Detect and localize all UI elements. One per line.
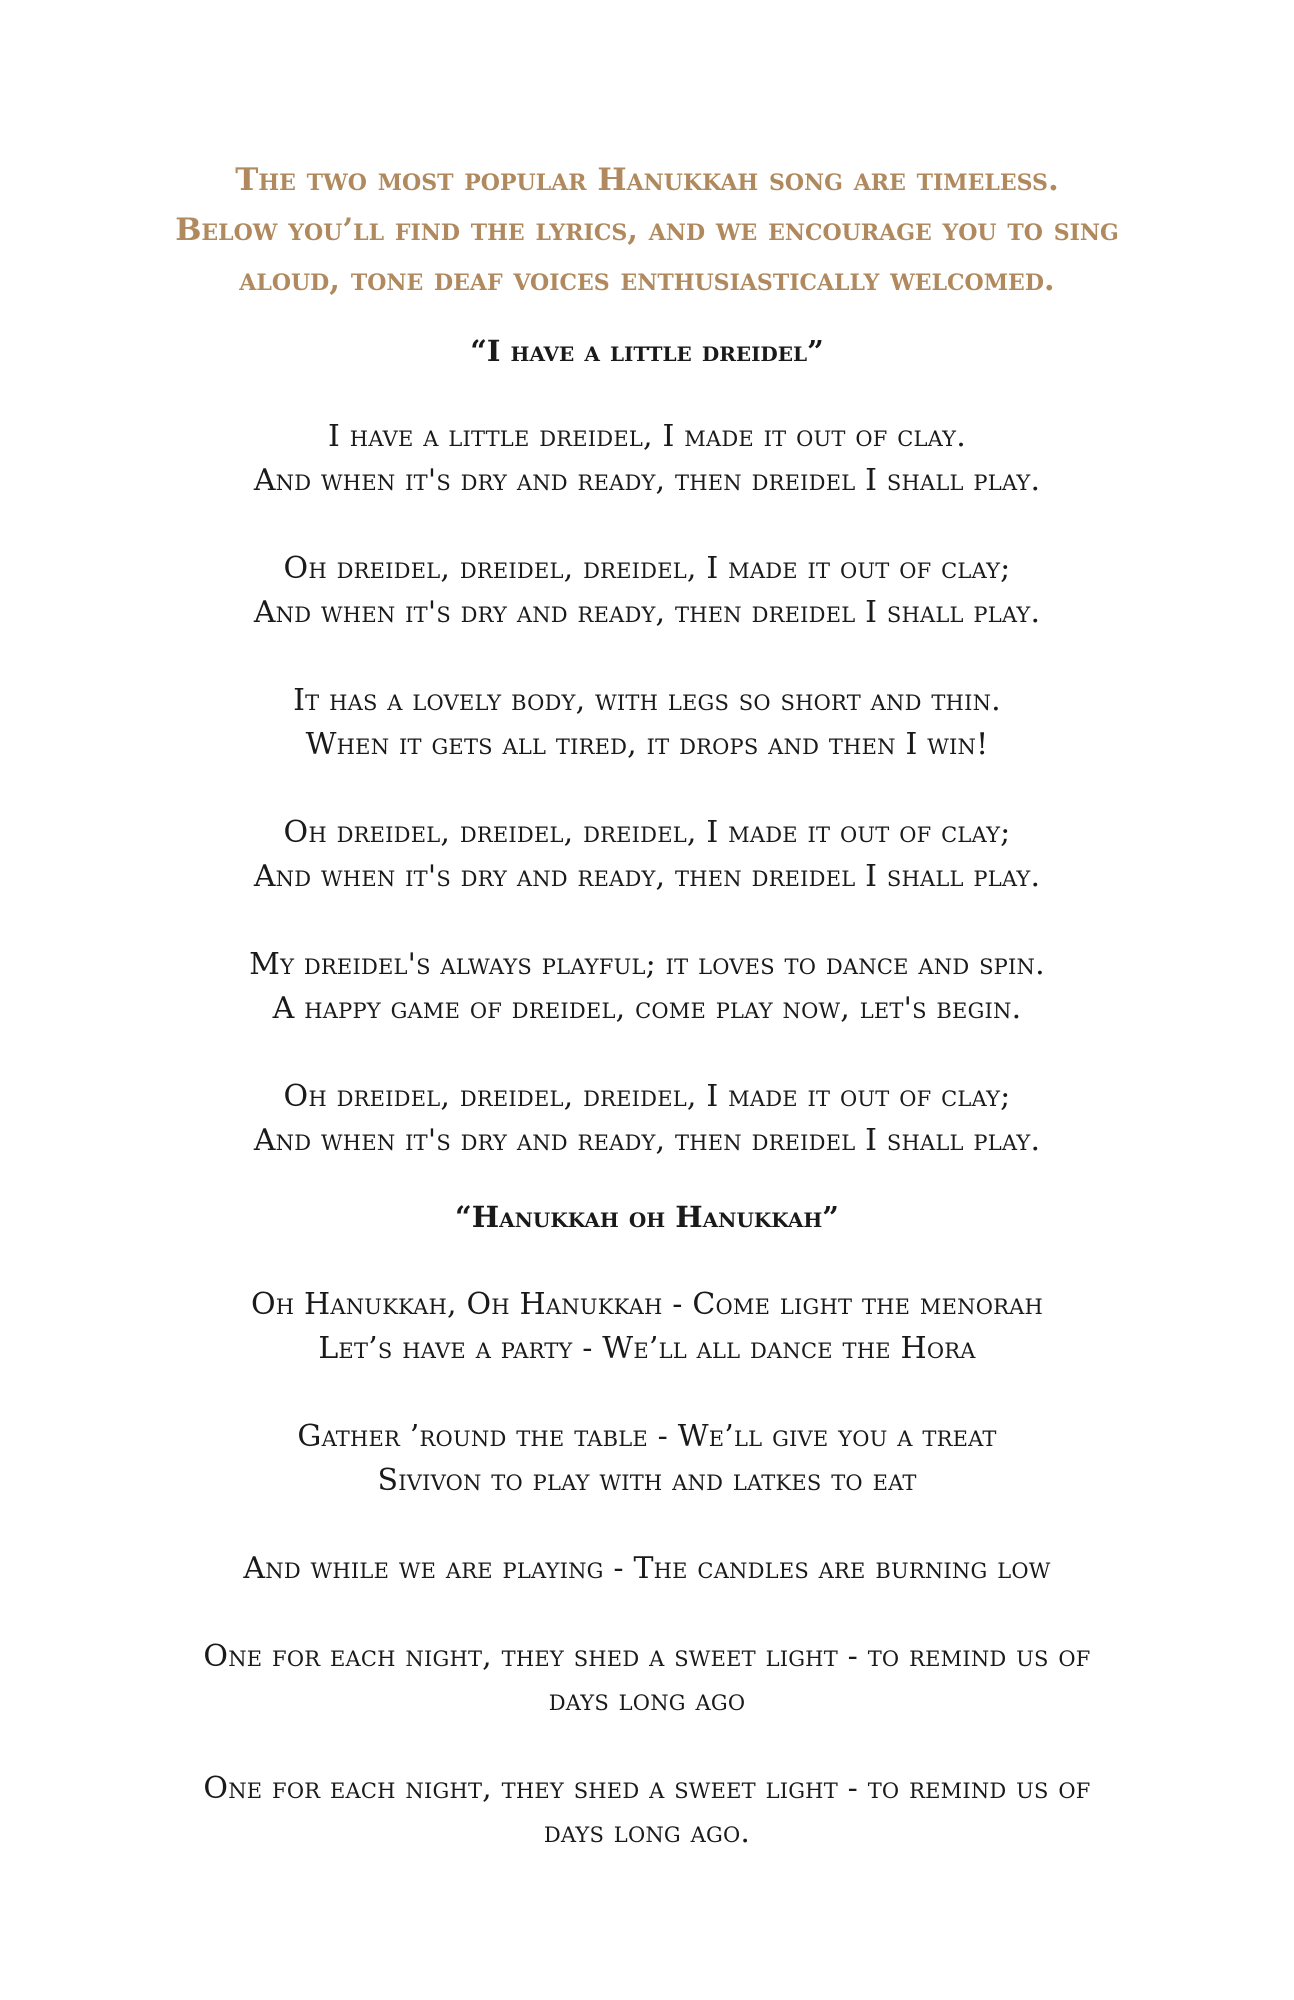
intro-line: Below you’ll find the lyrics, and we encourage you to sing xyxy=(175,212,1119,248)
stanza xyxy=(0,679,1294,767)
lyric-line: My dreidel's always playful; it loves to dance and spin. xyxy=(249,947,1045,982)
lyric-line: days long ago xyxy=(548,1683,746,1718)
lyric-line: Oh dreidel, dreidel, dreidel, I made it out of clay; xyxy=(283,1079,1011,1114)
stanza xyxy=(0,1283,1294,1371)
stanza xyxy=(0,415,1294,503)
lyric-line: One for each night, they shed a sweet light - to remind us of xyxy=(203,1771,1091,1806)
lyric-line: Gather ’round the table - We’ll give you a treat xyxy=(297,1419,997,1454)
lyric-line: I have a little dreidel, I made it out of clay. xyxy=(328,419,966,454)
stanza xyxy=(0,1075,1294,1163)
intro-line: aloud, tone deaf voices enthusiastically welcomed. xyxy=(239,262,1055,298)
lyric-line: Sivivon to play with and latkes to eat xyxy=(377,1463,917,1498)
stanza xyxy=(0,547,1294,635)
song-title-dreidel: “I have a little dreidel” xyxy=(470,334,824,368)
lyric-line: It has a lovely body, with legs so short and thin. xyxy=(293,683,1001,718)
stanza xyxy=(0,1635,1294,1723)
lyric-line: And when it's dry and ready, then dreidel I shall play. xyxy=(253,595,1041,630)
lyric-line: When it gets all tired, it drops and then I win! xyxy=(305,727,989,762)
lyric-line: And when it's dry and ready, then dreidel I shall play. xyxy=(253,463,1041,498)
lyric-line: One for each night, they shed a sweet light - to remind us of xyxy=(203,1639,1091,1674)
intro-line: The two most popular Hanukkah song are timeless. xyxy=(235,162,1059,198)
stanza xyxy=(0,1415,1294,1503)
lyric-line: Oh Hanukkah, Oh Hanukkah - Come light the menorah xyxy=(250,1287,1044,1322)
stanza xyxy=(0,811,1294,899)
lyric-line: Oh dreidel, dreidel, dreidel, I made it out of clay; xyxy=(283,551,1011,586)
lyric-line: And when it's dry and ready, then dreidel I shall play. xyxy=(253,1123,1041,1158)
stanza xyxy=(0,1767,1294,1855)
lyric-line: Oh dreidel, dreidel, dreidel, I made it out of clay; xyxy=(283,815,1011,850)
lyric-line: And when it's dry and ready, then dreidel I shall play. xyxy=(253,859,1041,894)
lyric-line: days long ago. xyxy=(543,1815,751,1850)
intro-text xyxy=(117,155,1177,305)
song-title-hanukkah: “Hanukkah oh Hanukkah” xyxy=(455,1200,839,1234)
lyric-line: Let’s have a party - We’ll all dance the Hora xyxy=(318,1331,976,1366)
stanza xyxy=(0,1547,1294,1591)
lyric-line: And while we are playing - The candles are burning low xyxy=(243,1551,1051,1586)
stanza xyxy=(0,943,1294,1031)
lyric-line: A happy game of dreidel, come play now, let's begin. xyxy=(272,991,1022,1026)
